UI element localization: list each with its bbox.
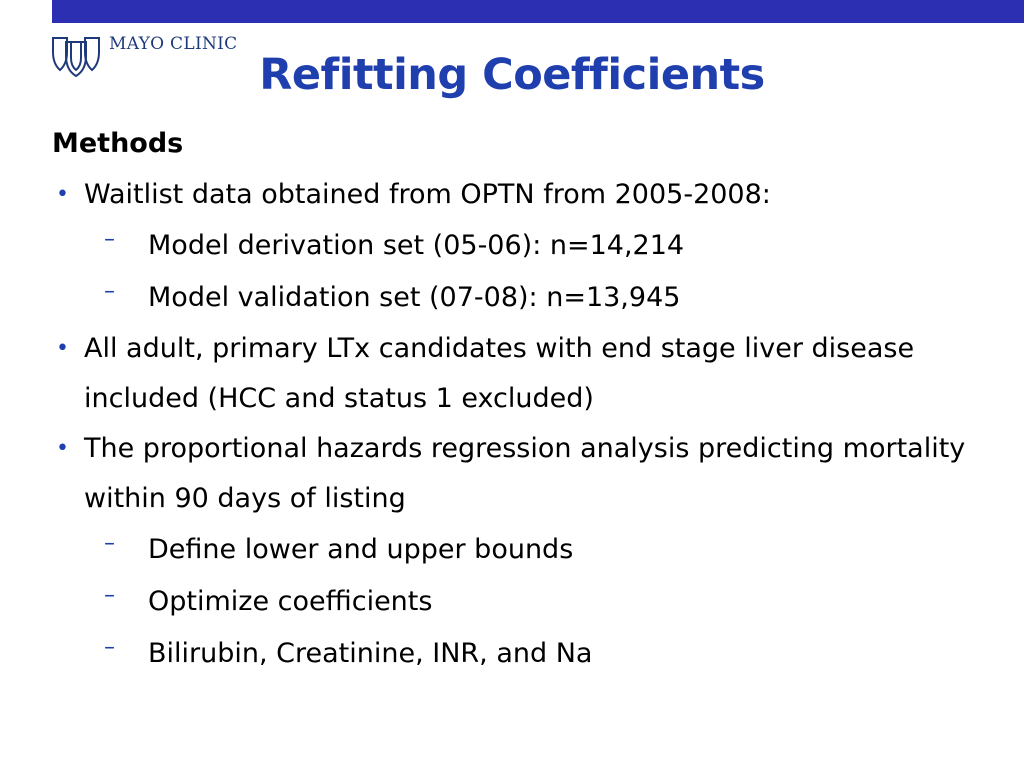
sub-list-item xyxy=(52,272,982,324)
bullet-icon: • xyxy=(56,436,69,461)
list-item xyxy=(52,170,982,220)
dash-icon: – xyxy=(104,531,115,556)
sub-list-item xyxy=(52,576,982,628)
sub-list-item xyxy=(52,524,982,576)
sub-list-item-text: Define lower and upper bounds xyxy=(148,534,574,565)
dash-icon: – xyxy=(104,227,115,252)
list-item xyxy=(52,324,982,424)
section-heading: Methods xyxy=(52,128,184,159)
list-item-text: Waitlist data obtained from OPTN from 2005-2008: xyxy=(84,179,771,210)
list-item xyxy=(52,424,982,524)
sub-list-item-text: Optimize coefficients xyxy=(148,586,433,617)
dash-icon: – xyxy=(104,279,115,304)
dash-icon: – xyxy=(104,635,115,660)
list-item-text: All adult, primary LTx candidates with end stage liver disease included (HCC and status 1 excluded) xyxy=(84,333,915,414)
sub-list-item-text: Model derivation set (05-06): n=14,214 xyxy=(148,230,685,261)
sub-list-item xyxy=(52,628,982,680)
sub-list-item-text: Bilirubin, Creatinine, INR, and Na xyxy=(148,638,593,669)
sub-list-item-text: Model validation set (07-08): n=13,945 xyxy=(148,282,681,313)
dash-icon: – xyxy=(104,583,115,608)
slide-content xyxy=(52,118,982,680)
bullet-icon: • xyxy=(56,182,69,207)
bullet-icon: • xyxy=(56,336,69,361)
slide-title: Refitting Coefficients xyxy=(259,50,765,100)
sub-list-item xyxy=(52,220,982,272)
top-accent-bar xyxy=(52,0,1024,23)
list-item-text: The proportional hazards regression analysis predicting mortality within 90 days of listing xyxy=(84,433,966,514)
logo-text: MAYO CLINIC xyxy=(109,34,238,54)
